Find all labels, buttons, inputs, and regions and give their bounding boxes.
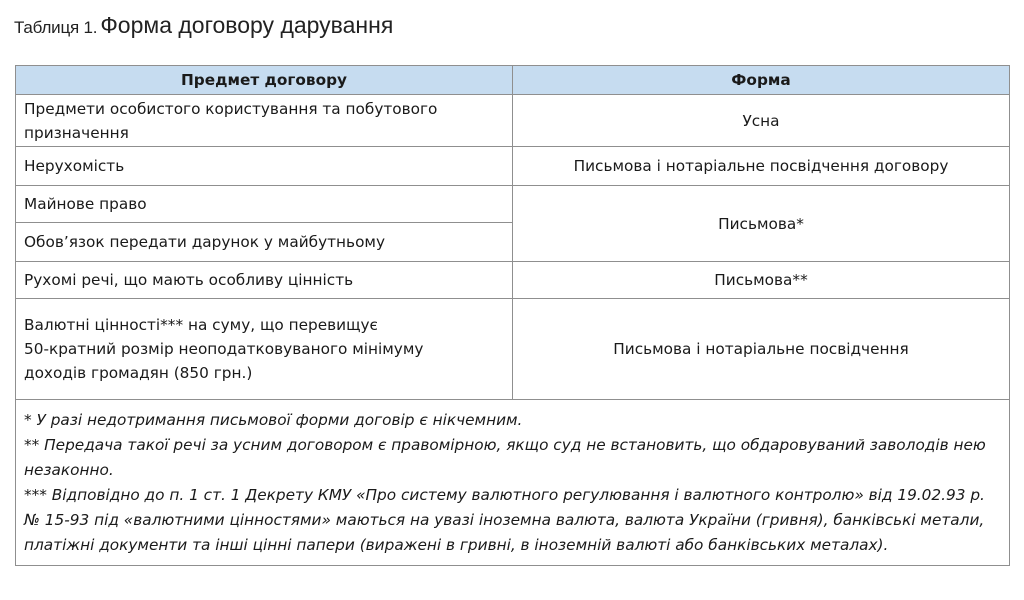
notes-row — [16, 400, 1010, 566]
subject-cell: Нерухомість — [16, 147, 513, 186]
footnote: ** Передача такої речі за усним договором є правомірною, якщо суд не встановить, що обдаровуваний заволодів нею незаконно. — [24, 435, 986, 479]
subject-cell — [16, 95, 513, 147]
header-row — [16, 66, 1010, 95]
gift-contract-form-table — [15, 65, 1010, 566]
form-cell: Письмова і нотаріальне посвідчення договору — [513, 147, 1010, 186]
subject-line: призначення — [24, 123, 129, 142]
subject-cell: Обов’язок передати дарунок у майбутньому — [16, 223, 513, 262]
table-row — [16, 95, 1010, 147]
table-row — [16, 299, 1010, 400]
table-row — [16, 147, 1010, 186]
caption-label: Таблиця 1. — [14, 18, 98, 37]
subject-line: 50-кратний розмір неоподатковуваного мінімуму — [24, 340, 424, 358]
subject-cell: Рухомі речі, що мають особливу цінність — [16, 262, 513, 299]
table-row — [16, 262, 1010, 299]
form-cell-merged: Письмова* — [513, 186, 1010, 262]
form-cell: Письмова** — [513, 262, 1010, 299]
footnote: *** Відповідно до п. 1 ст. 1 Декрету КМУ «Про систему валютного регулювання і валютного контролю» від 19.02.93 р. № 15-93 під «валютними цінностями» маються на увазі іноземна валюта, валюта України (гривня), банківські метали, платіжні документи та інші цінні папери (виражені в гривні, в іноземній валюті або банківських металах). — [24, 485, 985, 554]
subject-line: доходів громадян (850 грн.) — [24, 364, 253, 382]
header-form: Форма — [513, 66, 1010, 95]
subject-cell: Майнове право — [16, 186, 513, 223]
table-caption — [14, 12, 393, 39]
footnote: * У разі недотримання письмової форми договір є нікчемним. — [24, 410, 523, 429]
form-cell: Усна — [513, 95, 1010, 147]
caption-title: Форма договору дарування — [100, 12, 394, 38]
subject-line: Предмети особистого користування та побутового — [24, 99, 438, 118]
header-subject: Предмет договору — [16, 66, 513, 95]
subject-cell — [16, 299, 513, 400]
subject-line: Валютні цінності*** на суму, що перевищує — [24, 316, 378, 334]
table-row — [16, 186, 1010, 223]
form-cell: Письмова і нотаріальне посвідчення — [513, 299, 1010, 400]
footnotes-cell — [16, 400, 1010, 566]
